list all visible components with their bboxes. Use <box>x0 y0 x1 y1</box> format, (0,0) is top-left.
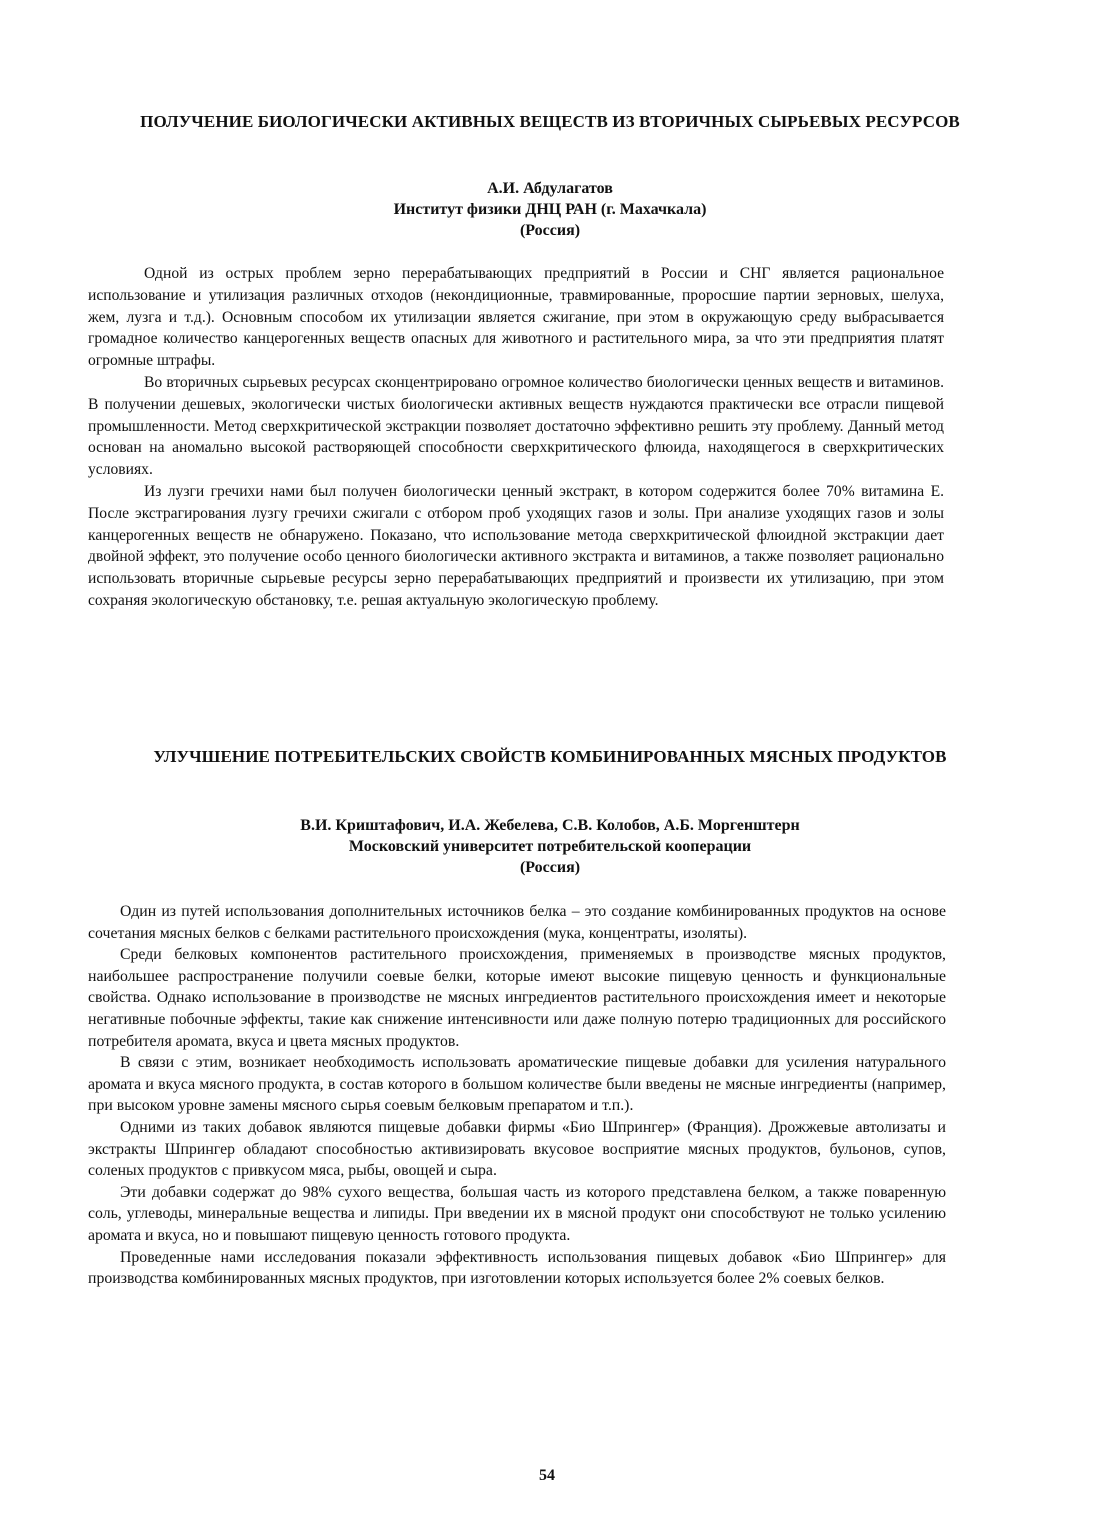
article2-authors: В.И. Криштафович, И.А. Жебелева, С.В. Колобов, А.Б. Моргенштерн <box>300 817 800 834</box>
article1-paragraph-2: Во вторичных сырьевых ресурсах сконцентрировано огромное количество биологически ценных веществ и витаминов. В получении дешевых, экологически чистых биологически активных веществ нуждаются практически все отрасли пищевой промышленности. Метод сверхкритической экстракции позволяет достаточно эффективно решить эту проблему. Данный метод основан на аномально высокой растворяющей способности сверхкритического флюида, находящегося в сверхкритических условиях. <box>88 373 944 479</box>
article1-paragraph-3: Из лузги гречихи нами был получен биологически ценный экстракт, в котором содержится более 70% витамина Е. После экстрагирования лузгу гречихи сжигали с отбором проб уходящих газов и золы. При анализе уходящих газов и золы канцерогенных веществ не обнаружено. Показано, что использование метода сверхкритической флюидной экстракции дает двойной эффект, это получение особо ценного биологически активного экстракта и витаминов, а также позволяет рационально использовать вторичные сырьевые ресурсы зерно перерабатывающих предприятий и произвести их утилизацию, при этом сохраняя экологическую обстановку, т.е. решая актуальную экологическую проблему. <box>88 482 944 609</box>
article2-institution: Московский университет потребительской кооперации <box>348 838 752 855</box>
article1-country: (Россия) <box>519 222 581 239</box>
article1-author: А.И. Абдулагатов <box>487 180 613 197</box>
article1-meta <box>80 178 1020 241</box>
article1-paragraph-1: Одной из острых проблем зерно перерабатывающих предприятий в России и СНГ является рациональное использование и утилизация различных отходов (некондиционные, травмированные, проросшие партии зерновых, шелуха, жем, лузга и т.д.). Основным способом их утилизации является сжигание, при этом в окружающую среду выбрасывается громадное количество канцерогенных веществ опасных для животного и растительного мира, за что эти предприятия платят огромные штрафы. <box>88 265 944 370</box>
article2-paragraph-2: Среди белковых компонентов растительного происхождения, применяемых в производстве мясных продуктов, наибольшее распространение получили соевые белки, которые имеют высокие пищевую ценность и функциональные свойства. Однако использование в производстве не мясных ингредиентов растительного происхождения имеет и некоторые негативные побочные эффекты, такие как снижение интенсивности или даже полную потерю традиционных для российского потребителя аромата, вкуса и цвета мясных продуктов. <box>88 946 946 1050</box>
article1-body <box>88 263 944 612</box>
article2-body <box>88 901 946 1290</box>
article2-country: (Россия) <box>519 859 581 876</box>
article1-title: ПОЛУЧЕНИЕ БИОЛОГИЧЕСКИ АКТИВНЫХ ВЕЩЕСТВ ИЗ ВТОРИЧНЫХ СЫРЬЕВЫХ РЕСУРСОВ <box>140 112 960 131</box>
article2-title: УЛУЧШЕНИЕ ПОТРЕБИТЕЛЬСКИХ СВОЙСТВ КОМБИНИРОВАННЫХ МЯСНЫХ ПРОДУКТОВ <box>153 747 947 766</box>
article2-meta <box>80 815 1020 878</box>
article2-paragraph-4: Одними из таких добавок являются пищевые добавки фирмы «Био Шпрингер» (Франция). Дрожжевые автолизаты и экстракты Шпрингер обладают способностью активизировать вкусовое восприятие мясных продуктов, бульонов, супов, соленых продуктов с привкусом мяса, рыбы, овощей и сыра. <box>88 1118 946 1180</box>
page-number: 54 <box>539 1467 555 1484</box>
article2-paragraph-6: Проведенные нами исследования показали эффективность использования пищевых добавок «Био Шпрингер» для производства комбинированных мясных продуктов, при изготовлении которых используется более 2% соевых белков. <box>88 1248 946 1288</box>
article2-paragraph-5: Эти добавки содержат до 98% сухого вещества, большая часть из которого представлена белком, а также поваренную соль, углеводы, минеральные вещества и липиды. При введении их в мясной продукт они способствуют не только усилению аромата и вкуса, но и повышают пищевую ценность готового продукта. <box>88 1183 946 1244</box>
article2-paragraph-3: В связи с этим, возникает необходимость использовать ароматические пищевые добавки для усиления натурального аромата и вкуса мясного продукта, в состав которого в большом количестве были введены не мясные ингредиенты (например, при высоком уровне замены мясного сырья соевым белковым препаратом и т.п.). <box>88 1054 946 1115</box>
article2-paragraph-1: Один из путей использования дополнительных источников белка – это создание комбинированных продуктов на основе сочетания мясных белков с белками растительного происхождения (мука, концентраты, изоляты). <box>88 903 946 942</box>
article1-institution: Институт физики ДНЦ РАН (г. Махачкала) <box>393 201 707 218</box>
